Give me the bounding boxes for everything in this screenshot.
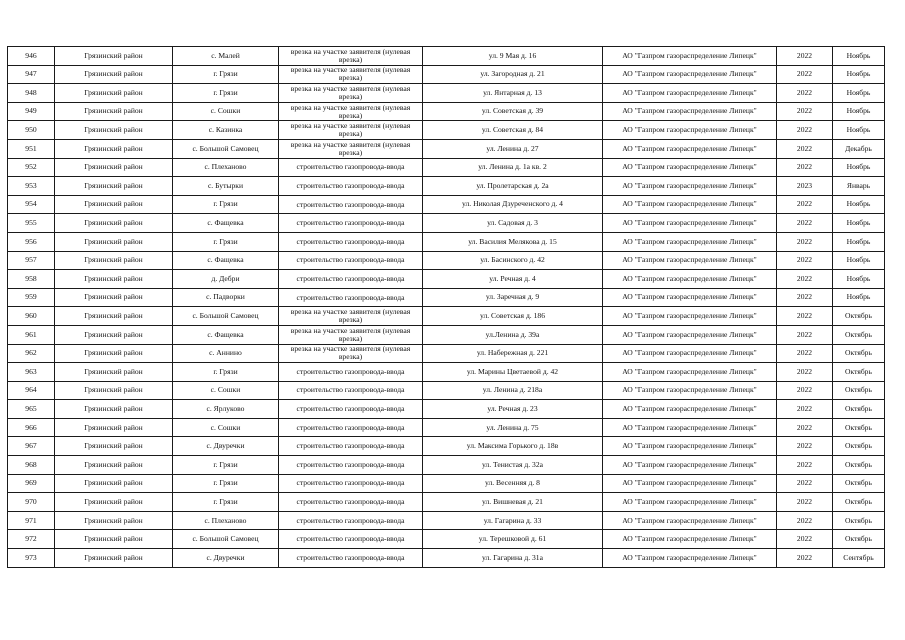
row-number: 955	[8, 214, 55, 233]
table-row	[8, 177, 885, 196]
month-cell: Октябрь	[833, 325, 885, 344]
row-number: 946	[8, 47, 55, 66]
organization-cell: АО "Газпром газораспределение Липецк"	[603, 251, 777, 270]
settlement-cell: г. Грязи	[173, 65, 279, 84]
year-cell: 2022	[777, 493, 833, 512]
table-body	[8, 47, 885, 568]
month-cell: Ноябрь	[833, 251, 885, 270]
month-cell: Ноябрь	[833, 195, 885, 214]
row-number: 950	[8, 121, 55, 140]
work-type-cell: врезка на участке заявителя (нулевая врезка)	[279, 121, 423, 140]
settlement-cell: с. Плеханово	[173, 158, 279, 177]
row-number: 957	[8, 251, 55, 270]
month-cell: Октябрь	[833, 418, 885, 437]
settlement-cell: с. Фащевка	[173, 251, 279, 270]
district-cell: Грязинский район	[55, 493, 173, 512]
settlement-cell: с. Большой Самовец	[173, 530, 279, 549]
address-cell: ул. Максима Горького д. 18в	[423, 437, 603, 456]
table-row	[8, 511, 885, 530]
organization-cell: АО "Газпром газораспределение Липецк"	[603, 65, 777, 84]
month-cell: Октябрь	[833, 456, 885, 475]
settlement-cell: с. Сошки	[173, 102, 279, 121]
district-cell: Грязинский район	[55, 84, 173, 103]
work-type-cell: строительство газопровода-ввода	[279, 530, 423, 549]
address-cell: ул. Садовая д. 3	[423, 214, 603, 233]
table-row	[8, 325, 885, 344]
settlement-cell: г. Грязи	[173, 195, 279, 214]
settlement-cell: г. Грязи	[173, 493, 279, 512]
address-cell: ул. Речная д. 23	[423, 400, 603, 419]
organization-cell: АО "Газпром газораспределение Липецк"	[603, 214, 777, 233]
month-cell: Ноябрь	[833, 84, 885, 103]
table-row	[8, 158, 885, 177]
year-cell: 2022	[777, 270, 833, 289]
organization-cell: АО "Газпром газораспределение Липецк"	[603, 549, 777, 568]
work-type-cell: строительство газопровода-ввода	[279, 177, 423, 196]
settlement-cell: с. Большой Самовец	[173, 307, 279, 326]
year-cell: 2022	[777, 549, 833, 568]
table-row	[8, 307, 885, 326]
organization-cell: АО "Газпром газораспределение Липецк"	[603, 121, 777, 140]
district-cell: Грязинский район	[55, 549, 173, 568]
table-row	[8, 270, 885, 289]
organization-cell: АО "Газпром газораспределение Липецк"	[603, 84, 777, 103]
address-cell: ул. Набережная д. 221	[423, 344, 603, 363]
year-cell: 2022	[777, 381, 833, 400]
row-number: 958	[8, 270, 55, 289]
organization-cell: АО "Газпром газораспределение Липецк"	[603, 381, 777, 400]
work-type-cell: строительство газопровода-ввода	[279, 288, 423, 307]
table-row	[8, 214, 885, 233]
settlement-cell: с. Сошки	[173, 381, 279, 400]
district-cell: Грязинский район	[55, 195, 173, 214]
organization-cell: АО "Газпром газораспределение Липецк"	[603, 493, 777, 512]
organization-cell: АО "Газпром газораспределение Липецк"	[603, 102, 777, 121]
month-cell: Ноябрь	[833, 214, 885, 233]
address-cell: ул. Пролетарская д. 2а	[423, 177, 603, 196]
district-cell: Грязинский район	[55, 381, 173, 400]
district-cell: Грязинский район	[55, 456, 173, 475]
year-cell: 2022	[777, 400, 833, 419]
row-number: 954	[8, 195, 55, 214]
settlement-cell: г. Грязи	[173, 474, 279, 493]
work-type-cell: строительство газопровода-ввода	[279, 270, 423, 289]
row-number: 949	[8, 102, 55, 121]
row-number: 967	[8, 437, 55, 456]
address-cell: ул. 9 Мая д. 16	[423, 47, 603, 66]
settlement-cell: г. Грязи	[173, 232, 279, 251]
district-cell: Грязинский район	[55, 158, 173, 177]
table-row	[8, 195, 885, 214]
table-row	[8, 232, 885, 251]
table-row	[8, 474, 885, 493]
row-number: 969	[8, 474, 55, 493]
year-cell: 2022	[777, 437, 833, 456]
organization-cell: АО "Газпром газораспределение Липецк"	[603, 418, 777, 437]
organization-cell: АО "Газпром газораспределение Липецк"	[603, 400, 777, 419]
month-cell: Ноябрь	[833, 288, 885, 307]
district-cell: Грязинский район	[55, 344, 173, 363]
address-cell: ул. Ленина д. 75	[423, 418, 603, 437]
work-type-cell: строительство газопровода-ввода	[279, 232, 423, 251]
month-cell: Ноябрь	[833, 158, 885, 177]
settlement-cell: с. Казинка	[173, 121, 279, 140]
district-cell: Грязинский район	[55, 288, 173, 307]
organization-cell: АО "Газпром газораспределение Липецк"	[603, 344, 777, 363]
district-cell: Грязинский район	[55, 437, 173, 456]
year-cell: 2022	[777, 474, 833, 493]
organization-cell: АО "Газпром газораспределение Липецк"	[603, 195, 777, 214]
settlement-cell: с. Аннино	[173, 344, 279, 363]
settlement-cell: г. Грязи	[173, 456, 279, 475]
month-cell: Октябрь	[833, 307, 885, 326]
address-cell: ул. Василия Мелякова д. 15	[423, 232, 603, 251]
organization-cell: АО "Газпром газораспределение Липецк"	[603, 325, 777, 344]
organization-cell: АО "Газпром газораспределение Липецк"	[603, 530, 777, 549]
settlement-cell: г. Грязи	[173, 84, 279, 103]
work-type-cell: строительство газопровода-ввода	[279, 381, 423, 400]
month-cell: Декабрь	[833, 139, 885, 158]
address-cell: ул. Вишневая д. 21	[423, 493, 603, 512]
address-cell: ул. Басинского д. 42	[423, 251, 603, 270]
organization-cell: АО "Газпром газораспределение Липецк"	[603, 47, 777, 66]
organization-cell: АО "Газпром газораспределение Липецк"	[603, 456, 777, 475]
month-cell: Ноябрь	[833, 121, 885, 140]
row-number: 973	[8, 549, 55, 568]
district-cell: Грязинский район	[55, 270, 173, 289]
address-cell: ул. Советская д. 186	[423, 307, 603, 326]
year-cell: 2022	[777, 325, 833, 344]
year-cell: 2022	[777, 530, 833, 549]
address-cell: ул. Советская д. 84	[423, 121, 603, 140]
work-type-cell: врезка на участке заявителя (нулевая врезка)	[279, 325, 423, 344]
work-type-cell: врезка на участке заявителя (нулевая врезка)	[279, 65, 423, 84]
settlement-cell: с. Фащевка	[173, 325, 279, 344]
table-row	[8, 65, 885, 84]
month-cell: Ноябрь	[833, 47, 885, 66]
row-number: 968	[8, 456, 55, 475]
work-type-cell: строительство газопровода-ввода	[279, 251, 423, 270]
row-number: 959	[8, 288, 55, 307]
month-cell: Октябрь	[833, 344, 885, 363]
district-cell: Грязинский район	[55, 307, 173, 326]
work-type-cell: строительство газопровода-ввода	[279, 195, 423, 214]
organization-cell: АО "Газпром газораспределение Липецк"	[603, 511, 777, 530]
address-cell: ул. Речная д. 4	[423, 270, 603, 289]
work-type-cell: врезка на участке заявителя (нулевая врезка)	[279, 84, 423, 103]
address-cell: ул. Ленина д. 27	[423, 139, 603, 158]
work-type-cell: строительство газопровода-ввода	[279, 158, 423, 177]
row-number: 956	[8, 232, 55, 251]
table-row	[8, 344, 885, 363]
year-cell: 2022	[777, 232, 833, 251]
address-cell: ул. Марины Цветаевой д. 42	[423, 363, 603, 382]
table-row	[8, 363, 885, 382]
settlement-cell: с. Плеханово	[173, 511, 279, 530]
address-cell: ул. Терешковой д. 61	[423, 530, 603, 549]
work-type-cell: врезка на участке заявителя (нулевая врезка)	[279, 102, 423, 121]
table-row	[8, 47, 885, 66]
district-cell: Грязинский район	[55, 418, 173, 437]
year-cell: 2022	[777, 102, 833, 121]
address-cell: ул. Ленина д. 1а кв. 2	[423, 158, 603, 177]
table-row	[8, 530, 885, 549]
organization-cell: АО "Газпром газораспределение Липецк"	[603, 307, 777, 326]
work-type-cell: строительство газопровода-ввода	[279, 456, 423, 475]
row-number: 961	[8, 325, 55, 344]
table-row	[8, 139, 885, 158]
address-cell: ул. Николая Дзуреченского д. 4	[423, 195, 603, 214]
table-row	[8, 437, 885, 456]
year-cell: 2022	[777, 139, 833, 158]
month-cell: Октябрь	[833, 493, 885, 512]
month-cell: Октябрь	[833, 363, 885, 382]
work-type-cell: строительство газопровода-ввода	[279, 549, 423, 568]
month-cell: Ноябрь	[833, 65, 885, 84]
row-number: 952	[8, 158, 55, 177]
district-cell: Грязинский район	[55, 65, 173, 84]
organization-cell: АО "Газпром газораспределение Липецк"	[603, 232, 777, 251]
year-cell: 2022	[777, 47, 833, 66]
table-row	[8, 251, 885, 270]
district-cell: Грязинский район	[55, 177, 173, 196]
settlement-cell: с. Ярлуково	[173, 400, 279, 419]
work-type-cell: врезка на участке заявителя (нулевая врезка)	[279, 307, 423, 326]
table-row	[8, 381, 885, 400]
organization-cell: АО "Газпром газораспределение Липецк"	[603, 270, 777, 289]
year-cell: 2022	[777, 511, 833, 530]
table-row	[8, 400, 885, 419]
settlement-cell: с. Двуречки	[173, 549, 279, 568]
district-cell: Грязинский район	[55, 121, 173, 140]
year-cell: 2022	[777, 214, 833, 233]
year-cell: 2022	[777, 251, 833, 270]
address-cell: ул. Загородная д. 21	[423, 65, 603, 84]
district-cell: Грязинский район	[55, 102, 173, 121]
work-type-cell: врезка на участке заявителя (нулевая врезка)	[279, 139, 423, 158]
table-row	[8, 549, 885, 568]
organization-cell: АО "Газпром газораспределение Липецк"	[603, 177, 777, 196]
month-cell: Ноябрь	[833, 102, 885, 121]
year-cell: 2023	[777, 177, 833, 196]
settlement-cell: с. Большой Самовец	[173, 139, 279, 158]
district-cell: Грязинский район	[55, 47, 173, 66]
work-type-cell: строительство газопровода-ввода	[279, 474, 423, 493]
row-number: 948	[8, 84, 55, 103]
month-cell: Ноябрь	[833, 232, 885, 251]
month-cell: Октябрь	[833, 511, 885, 530]
organization-cell: АО "Газпром газораспределение Липецк"	[603, 139, 777, 158]
address-cell: ул. Весенняя д. 8	[423, 474, 603, 493]
organization-cell: АО "Газпром газораспределение Липецк"	[603, 288, 777, 307]
row-number: 963	[8, 363, 55, 382]
month-cell: Октябрь	[833, 381, 885, 400]
row-number: 953	[8, 177, 55, 196]
work-type-cell: строительство газопровода-ввода	[279, 493, 423, 512]
row-number: 970	[8, 493, 55, 512]
organization-cell: АО "Газпром газораспределение Липецк"	[603, 474, 777, 493]
work-type-cell: строительство газопровода-ввода	[279, 363, 423, 382]
month-cell: Январь	[833, 177, 885, 196]
month-cell: Октябрь	[833, 530, 885, 549]
district-cell: Грязинский район	[55, 400, 173, 419]
month-cell: Сентябрь	[833, 549, 885, 568]
year-cell: 2022	[777, 65, 833, 84]
table-row	[8, 418, 885, 437]
organization-cell: АО "Газпром газораспределение Липецк"	[603, 363, 777, 382]
settlement-cell: с. Бутырки	[173, 177, 279, 196]
row-number: 951	[8, 139, 55, 158]
row-number: 947	[8, 65, 55, 84]
table-row	[8, 493, 885, 512]
year-cell: 2022	[777, 344, 833, 363]
work-type-cell: строительство газопровода-ввода	[279, 511, 423, 530]
row-number: 965	[8, 400, 55, 419]
address-cell: ул. Тенистая д. 32а	[423, 456, 603, 475]
address-cell: ул. Гагарина д. 31а	[423, 549, 603, 568]
year-cell: 2022	[777, 195, 833, 214]
year-cell: 2022	[777, 288, 833, 307]
table-row	[8, 102, 885, 121]
year-cell: 2022	[777, 84, 833, 103]
row-number: 962	[8, 344, 55, 363]
settlement-cell: с. Двуречки	[173, 437, 279, 456]
district-cell: Грязинский район	[55, 232, 173, 251]
month-cell: Ноябрь	[833, 270, 885, 289]
district-cell: Грязинский район	[55, 474, 173, 493]
month-cell: Октябрь	[833, 437, 885, 456]
year-cell: 2022	[777, 158, 833, 177]
district-cell: Грязинский район	[55, 139, 173, 158]
address-cell: ул. Гагарина д. 33	[423, 511, 603, 530]
work-type-cell: строительство газопровода-ввода	[279, 400, 423, 419]
settlement-cell: с. Падворки	[173, 288, 279, 307]
address-cell: ул. Янтарная д. 13	[423, 84, 603, 103]
organization-cell: АО "Газпром газораспределение Липецк"	[603, 437, 777, 456]
district-cell: Грязинский район	[55, 530, 173, 549]
address-cell: ул. Заречная д. 9	[423, 288, 603, 307]
month-cell: Октябрь	[833, 474, 885, 493]
settlement-cell: г. Грязи	[173, 363, 279, 382]
district-cell: Грязинский район	[55, 363, 173, 382]
settlement-cell: с. Фащевка	[173, 214, 279, 233]
settlement-cell: с. Сошки	[173, 418, 279, 437]
work-type-cell: врезка на участке заявителя (нулевая врезка)	[279, 344, 423, 363]
row-number: 964	[8, 381, 55, 400]
district-cell: Грязинский район	[55, 214, 173, 233]
row-number: 971	[8, 511, 55, 530]
work-type-cell: врезка на участке заявителя (нулевая врезка)	[279, 47, 423, 66]
year-cell: 2022	[777, 363, 833, 382]
work-type-cell: строительство газопровода-ввода	[279, 437, 423, 456]
work-type-cell: строительство газопровода-ввода	[279, 214, 423, 233]
row-number: 972	[8, 530, 55, 549]
address-cell: ул.Ленина д. 39а	[423, 325, 603, 344]
address-cell: ул. Советская д. 39	[423, 102, 603, 121]
year-cell: 2022	[777, 307, 833, 326]
connections-table	[7, 46, 885, 568]
year-cell: 2022	[777, 121, 833, 140]
table-row	[8, 84, 885, 103]
district-cell: Грязинский район	[55, 325, 173, 344]
row-number: 966	[8, 418, 55, 437]
address-cell: ул. Ленина д. 218а	[423, 381, 603, 400]
district-cell: Грязинский район	[55, 251, 173, 270]
table-row	[8, 456, 885, 475]
table-row	[8, 288, 885, 307]
settlement-cell: с. Малей	[173, 47, 279, 66]
organization-cell: АО "Газпром газораспределение Липецк"	[603, 158, 777, 177]
row-number: 960	[8, 307, 55, 326]
year-cell: 2022	[777, 418, 833, 437]
settlement-cell: д. Дебри	[173, 270, 279, 289]
month-cell: Октябрь	[833, 400, 885, 419]
district-cell: Грязинский район	[55, 511, 173, 530]
year-cell: 2022	[777, 456, 833, 475]
work-type-cell: строительство газопровода-ввода	[279, 418, 423, 437]
table-row	[8, 121, 885, 140]
